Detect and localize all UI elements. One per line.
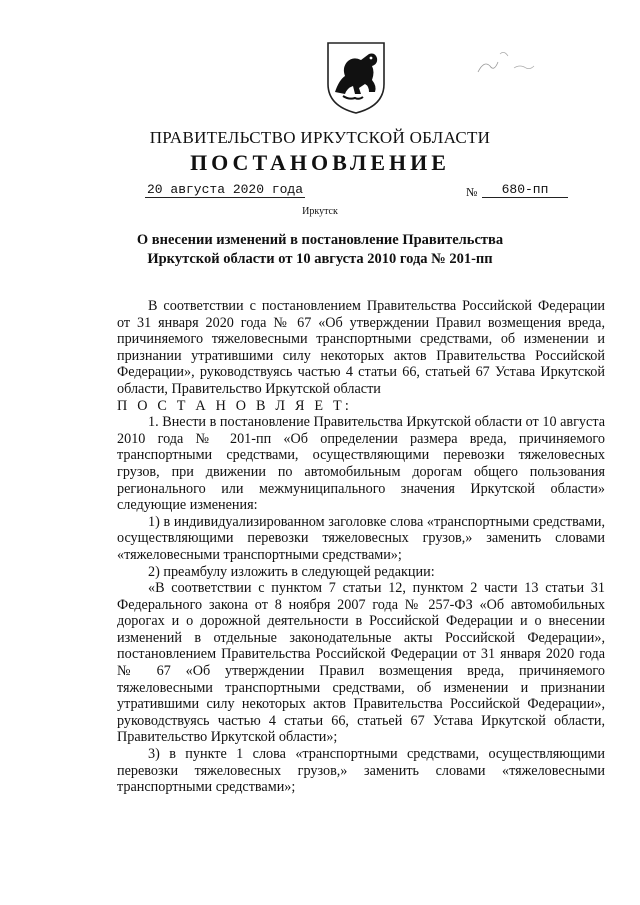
document-date: 20 августа 2020 года bbox=[147, 182, 304, 197]
item-1-paragraph: 1. Внести в постановление Правительства Иркутской области от 10 августа 2010 года № 201-пп «Об определении размера вреда, причиняемого транспортными средствами, осуществляющими перевозки тяжеловесных грузов, при движении по автомобильным дорогам общего пользования регионального или межмуниципального значения Иркутской области» следующие изменения: bbox=[117, 414, 605, 514]
decree-word: П О С Т А Н О В Л Я Е Т: bbox=[117, 397, 352, 414]
quote-paragraph: «В соответствии с пунктом 7 статьи 12, пунктом 2 части 13 статьи 31 Федерального закона от 8 ноября 2007 года № 257-ФЗ «Об автомобильных дорогах и о дорожной деятельности в Российской Федерации и о внесении изменений в отдельные законодательные акты Российской Федерации», постановлением Правительства Российской Федерации от 31 января 2020 года № 67 «Об утверждении Правил возмещения вреда, причиняемого тяжеловесными транспортными средствами, об изменении и признании утратившими силу некоторых актов Правительства Российской Федерации», руководствуясь частью 4 статьи 66, статьей 67 Устава Иркутской области, Правительство Иркутской области»; bbox=[117, 580, 605, 746]
document-number: 680-пп bbox=[482, 182, 568, 198]
document-title: О внесении изменений в постановление Правительства Иркутской области от 10 августа 2010 года № 201-пп bbox=[136, 232, 504, 267]
city-name: Иркутск bbox=[302, 206, 338, 217]
subitem-2-paragraph: 2) преамбулу изложить в следующей редакции: bbox=[148, 563, 435, 580]
number-sign: № bbox=[466, 185, 478, 199]
handwritten-mark bbox=[470, 42, 540, 82]
irkutsk-coat-of-arms-icon bbox=[325, 40, 387, 116]
document-type: ПОСТАНОВЛЕНИЕ bbox=[190, 150, 450, 175]
preamble-paragraph: В соответствии с постановлением Правительства Российской Федерации от 31 января 2020 года № 67 «Об утверждении Правил возмещения вреда, причиняемого тяжеловесными транспортными средствами, об изменении и признании утратившими силу некоторых актов Правительства Российской Федерации», руководствуясь частью 4 статьи 66, статьей 67 Устава Иркутской области, Правительство Иркутской области bbox=[117, 298, 605, 397]
government-name: ПРАВИТЕЛЬСТВО ИРКУТСКОЙ ОБЛАСТИ bbox=[149, 128, 491, 147]
subitem-1-paragraph: 1) в индивидуализированном заголовке слова «транспортными средствами, осуществляющими перевозки тяжеловесных грузов,» заменить словами «тяжеловесными транспортными средствами»; bbox=[117, 513, 605, 563]
document-body bbox=[117, 298, 605, 796]
subitem-3-paragraph: 3) в пункте 1 слова «транспортными средствами, осуществляющими перевозки тяжеловесных грузов,» заменить словами «тяжеловесными транспортными средствами»; bbox=[117, 746, 605, 796]
date-number-row bbox=[0, 182, 640, 204]
